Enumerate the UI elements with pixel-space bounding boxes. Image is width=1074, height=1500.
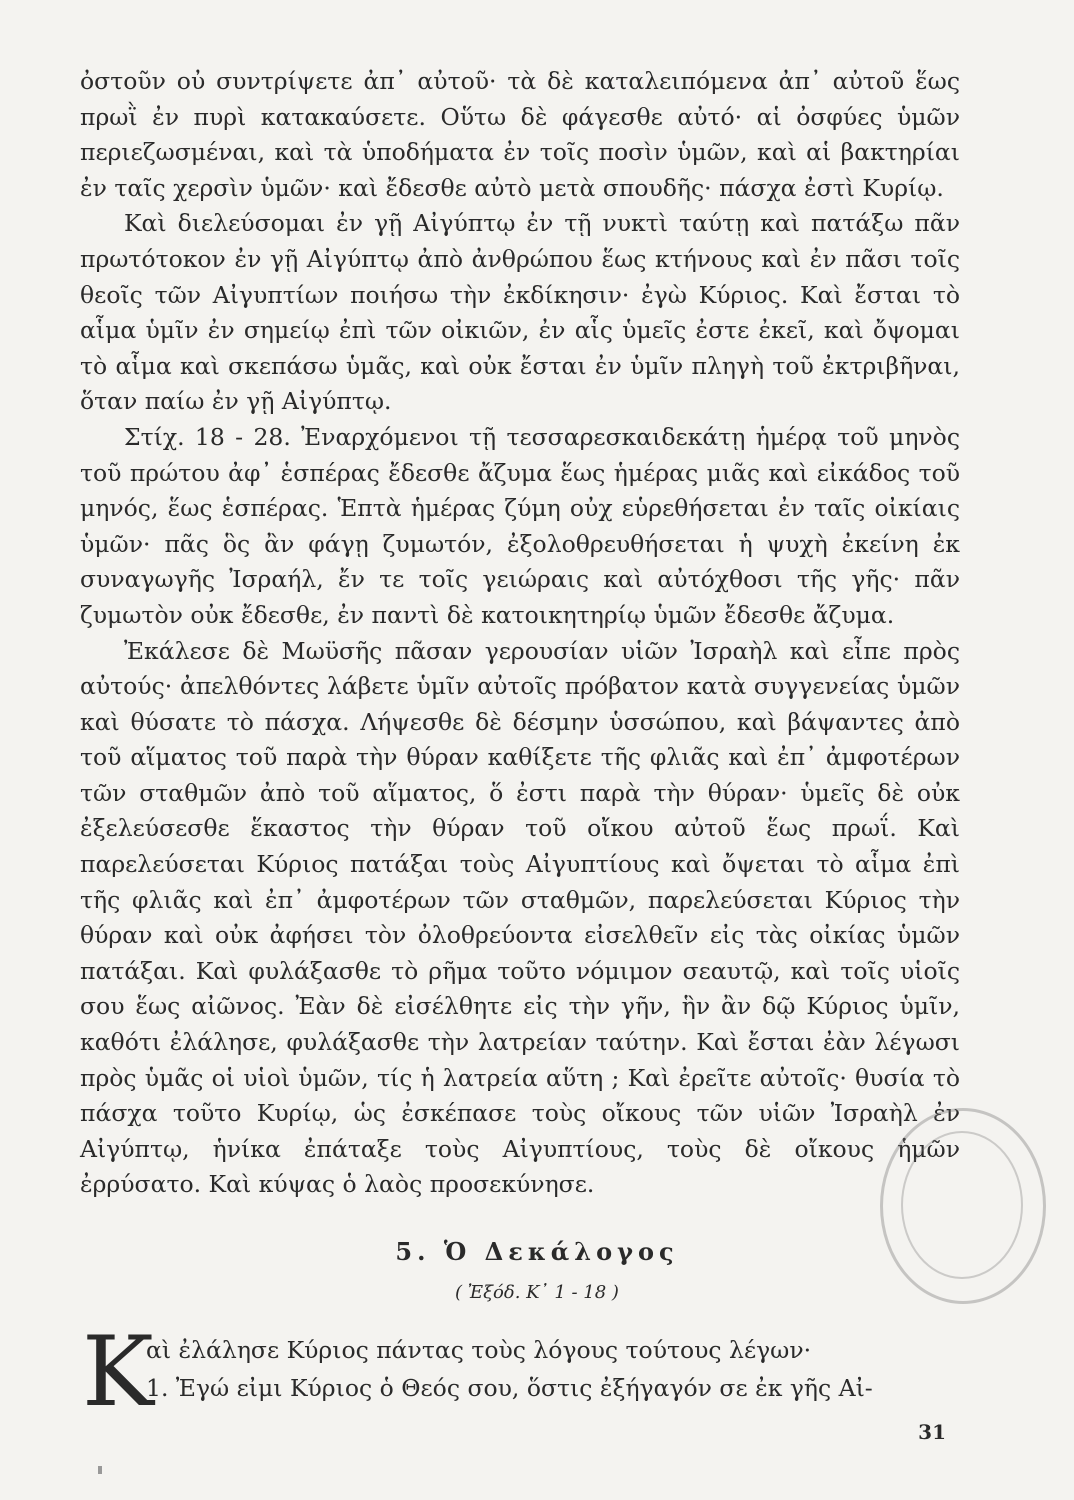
- paragraph-2: Καὶ διελεύσομαι ἐν γῇ Αἰγύπτῳ ἐν τῇ νυκτὶ ταύτῃ καὶ πατάξω πᾶν πρωτότοκον ἐν γῇ Αἰγύπτῳ ἀπὸ ἀνθρώπου ἕως κτήνους καὶ ἐν πᾶσι τοῖς θεοῖς τῶν Αἰγυπτίων ποιήσω τὴν ἐκδίκησιν· ἐγὼ Κύριος. Καὶ ἔσται τὸ αἷμα ὑμῖν ἐν σημείῳ ἐπὶ τῶν οἰκιῶν, ἐν αἷς ὑμεῖς ἐστε ἐκεῖ, καὶ ὄψομαι τὸ αἷμα καὶ σκεπάσω ὑμᾶς, καὶ οὐκ ἔσται ἐν ὑμῖν πληγὴ τοῦ ἐκτριβῆναι, ὅταν παίω ἐν γῇ Αἰγύπτῳ.: [80, 209, 960, 416]
- final-paragraph-line-2: 1. Ἐγώ εἰμι Κύριος ὁ Θεός σου, ὅστις ἐξήγαγόν σε ἐκ γῆς Αἰ-: [146, 1374, 873, 1402]
- library-stamp-seal: [880, 1108, 1046, 1304]
- section-subheading: ( Ἐξόδ. Κ᾽ 1 - 18 ): [455, 1282, 619, 1303]
- paragraph-1: ὀστοῦν οὐ συντρίψετε ἀπ᾽ αὐτοῦ· τὰ δὲ καταλειπόμενα ἀπ᾽ αὐτοῦ ἕως πρωῒ ἐν πυρὶ κατακαύσετε. Οὕτω δὲ φάγεσθε αὐτό· αἱ ὀσφύες ὑμῶν περιεζωσμέναι, καὶ τὰ ὑποδήματα ἐν τοῖς ποσὶν ὑμῶν, καὶ αἱ βακτηρίαι ἐν ταῖς χερσὶν ὑμῶν· καὶ ἔδεσθε αὐτὸ μετὰ σπουδῆς· πάσχα ἐστὶ Κυρίῳ.: [80, 67, 960, 202]
- final-paragraph-line-1: αὶ ἐλάλησε Κύριος πάντας τοὺς λόγους τούτους λέγων·: [146, 1336, 812, 1364]
- page-speck: [98, 1466, 102, 1474]
- library-stamp-inner-ring: [901, 1131, 1023, 1279]
- body-text: [80, 64, 960, 1203]
- page-number: 31: [918, 1420, 946, 1444]
- paragraph-4: Ἐκάλεσε δὲ Μωϋσῆς πᾶσαν γερουσίαν υἱῶν Ἰσραὴλ καὶ εἶπε πρὸς αὐτούς· ἀπελθόντες λάβετε ὑμῖν αὐτοῖς πρόβατον κατὰ συγγενείας ὑμῶν καὶ θύσατε τὸ πάσχα. Λήψεσθε δὲ δέσμην ὑσσώπου, καὶ βάψαντες ἀπὸ τοῦ αἵματος τοῦ παρὰ τὴν θύραν καθίξετε τῆς φλιᾶς καὶ ἐπ᾽ ἀμφοτέρων τῶν σταθμῶν ἀπὸ τοῦ αἵματος, ὅ ἐστι παρὰ τὴν θύραν· ὑμεῖς δὲ οὐκ ἐξελεύσεσθε ἕκαστος τὴν θύραν τοῦ οἴκου αὐτοῦ ἕως πρωΐ. Καὶ παρελεύσεται Κύριος πατάξαι τοὺς Αἰγυπτίους καὶ ὄψεται τὸ αἷμα ἐπὶ τῆς φλιᾶς καὶ ἐπ᾽ ἀμφοτέρων τῶν σταθμῶν, παρελεύσεται Κύριος τὴν θύραν καὶ οὐκ ἀφήσει τὸν ὀλοθρεύοντα εἰσελθεῖν εἰς τὰς οἰκίας ὑμῶν πατάξαι. Καὶ φυλάξασθε τὸ ρῆμα τοῦτο νόμιμον σεαυτῷ, καὶ τοῖς υἱοῖς σου ἕως αἰῶνος. Ἐὰν δὲ εἰσέλθητε εἰς τὴν γῆν, ἣν ἂν δῷ Κύριος ὑμῖν, καθότι ἐλάλησε, φυλάξασθε τὴν λατρείαν ταύτην. Καὶ ἔσται ἐὰν λέγωσι πρὸς ὑμᾶς οἱ υἱοὶ ὑμῶν, τίς ἡ λατρεία αὕτη ; Καὶ ἐρεῖτε αὐτοῖς· θυσία τὸ πάσχα τοῦτο Κυρίῳ, ὡς ἐσκέπασε τοὺς οἴκους τῶν υἱῶν Ἰσραὴλ ἐν Αἰγύπτῳ, ἡνίκα ἐπάταξε τοὺς Αἰγυπτίους, τοὺς δὲ οἴκους ἡμῶν ἐρρύσατο. Καὶ κύψας ὁ λαὸς προσεκύνησε.: [80, 636, 960, 1199]
- drop-cap: Κ: [82, 1316, 154, 1428]
- section-heading: 5. Ὁ Δεκάλογος: [395, 1237, 679, 1266]
- paragraph-3: Στίχ. 18 - 28. Ἐναρχόμενοι τῇ τεσσαρεσκαιδεκάτῃ ἡμέρᾳ τοῦ μηνὸς τοῦ πρώτου ἀφ᾽ ἑσπέρας ἔδεσθε ἄζυμα ἕως ἡμέρας μιᾶς καὶ εἰκάδος τοῦ μηνός, ἕως ἑσπέρας. Ἑπτὰ ἡμέρας ζύμη οὐχ εὑρεθήσεται ἐν ταῖς οἰκίαις ὑμῶν· πᾶς ὃς ἂν φάγῃ ζυμωτόν, ἐξολοθρευθήσεται ἡ ψυχὴ ἐκείνη ἐκ συναγωγῆς Ἰσραήλ, ἔν τε τοῖς γειώραις καὶ αὐτόχθοσι τῆς γῆς· πᾶν ζυμωτὸν οὐκ ἔδεσθε, ἐν παντὶ δὲ κατοικητηρίῳ ὑμῶν ἔδεσθε ἄζυμα.: [80, 422, 960, 629]
